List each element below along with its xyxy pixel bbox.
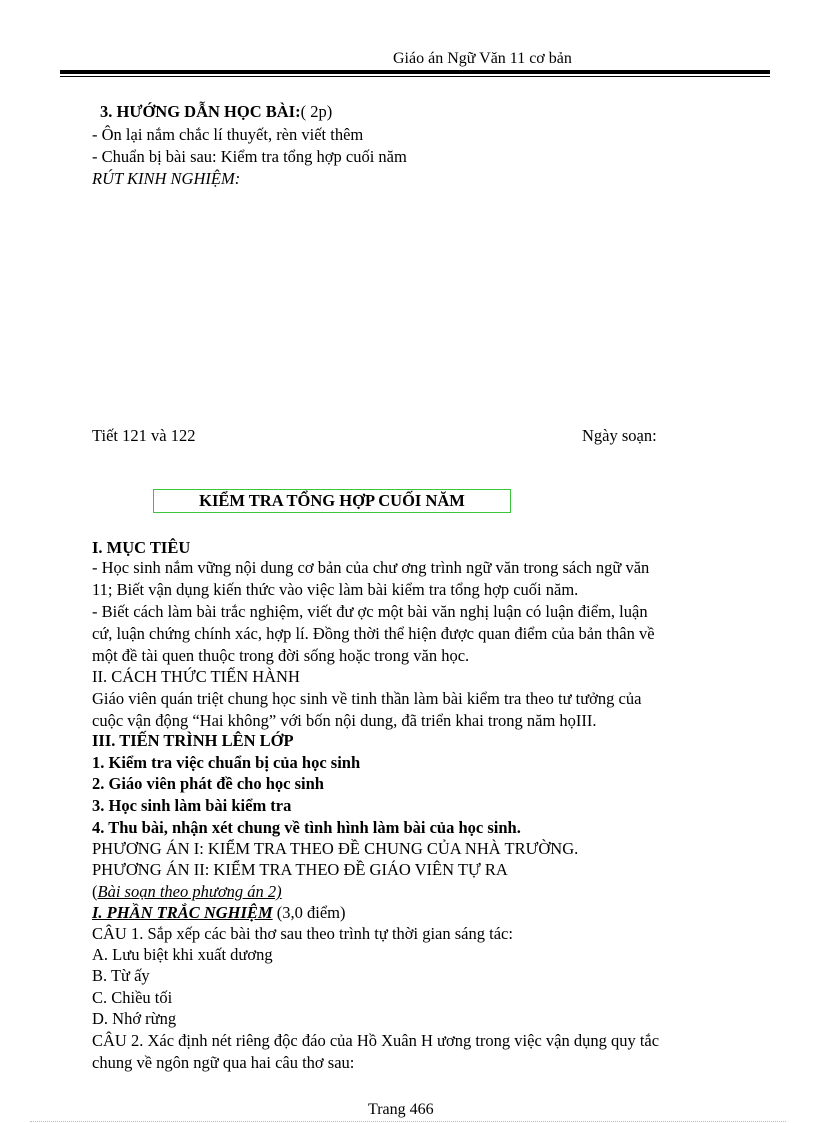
tien-trinh-step-3: 3. Học sinh làm bài kiểm tra xyxy=(92,796,292,815)
phuong-an-2: PHƯƠNG ÁN II: KIỂM TRA THEO ĐỀ GIÁO VIÊN TỰ RA xyxy=(92,860,508,879)
cau-1-question: CÂU 1. Sắp xếp các bài thơ sau theo trình tự thời gian sáng tác: xyxy=(92,924,513,943)
section3-line-2: - Chuẩn bị bài sau: Kiểm tra tổng hợp cuối năm xyxy=(92,147,407,166)
lesson-date-label: Ngày soạn: xyxy=(582,426,657,445)
tien-trinh-step-2: 2. Giáo viên phát đề cho học sinh xyxy=(92,774,324,793)
header-rule-thin xyxy=(60,76,770,77)
muc-tieu-heading: I. MỤC TIÊU xyxy=(92,538,191,557)
cau-1-option-b: B. Từ ấy xyxy=(92,966,150,985)
phuong-an-1: PHƯƠNG ÁN I: KIỂM TRA THEO ĐỀ CHUNG CỦA NHÀ TRƯỜNG. xyxy=(92,839,579,858)
muc-tieu-line-4: cứ, luận chứng chính xác, hợp lí. Đồng thời thể hiện được quan điểm của bản thân về xyxy=(92,624,655,643)
footer-dotted-rule xyxy=(30,1121,786,1122)
cau-1-option-d: D. Nhớ rừng xyxy=(92,1009,177,1028)
header-rule-thick xyxy=(60,70,770,74)
cach-thuc-line-1: Giáo viên quán triệt chung học sinh về tinh thần làm bài kiểm tra theo tư tưởng của xyxy=(92,689,642,708)
tien-trinh-step-1: 1. Kiểm tra việc chuẩn bị của học sinh xyxy=(92,753,361,772)
trac-nghiem-points: (3,0 điểm) xyxy=(272,903,346,922)
lesson-period: Tiết 121 và 122 xyxy=(92,426,196,445)
lesson-title-box: KIỂM TRA TỔNG HỢP CUỐI NĂM xyxy=(153,489,511,513)
cau-2-line-1: CÂU 2. Xác định nét riêng độc đáo của Hồ Xuân H ương trong việc vận dụng quy tắc xyxy=(92,1031,660,1050)
muc-tieu-line-1: - Học sinh nắm vững nội dung cơ bản của chư ơng trình ngữ văn trong sách ngữ văn xyxy=(92,558,650,577)
section3-line-1: - Ôn lại nắm chắc lí thuyết, rèn viết thêm xyxy=(92,125,364,144)
cach-thuc-line-2: cuộc vận động “Hai không” với bốn nội dung, đã triển khai trong năm họIII. xyxy=(92,711,597,730)
muc-tieu-line-5: một đề tài quen thuộc trong đời sống hoặc trong văn học. xyxy=(92,646,470,665)
phuong-an-note xyxy=(92,881,282,902)
section3-heading xyxy=(100,101,332,122)
rut-kinh-nghiem-label: RÚT KINH NGHIỆM: xyxy=(92,169,241,188)
section3-heading-suffix: ( 2p) xyxy=(300,102,333,121)
trac-nghiem-heading xyxy=(92,902,345,923)
document-header-title: Giáo án Ngữ Văn 11 cơ bản xyxy=(393,50,572,67)
cau-1-option-c: C. Chiều tối xyxy=(92,988,173,1007)
page-number: Trang 466 xyxy=(368,1101,434,1118)
phuong-an-note-text: Bài soạn theo phương án 2) xyxy=(97,882,282,901)
cach-thuc-heading: II. CÁCH THỨC TIẾN HÀNH xyxy=(92,667,300,686)
tien-trinh-step-4: 4. Thu bài, nhận xét chung về tình hình làm bài của học sinh. xyxy=(92,818,521,837)
section3-heading-text: 3. HƯỚNG DẪN HỌC BÀI: xyxy=(100,102,301,121)
tien-trinh-heading: III. TIẾN TRÌNH LÊN LỚP xyxy=(92,731,294,750)
phuong-an-note-paren: ( xyxy=(92,882,98,901)
muc-tieu-line-2: 11; Biết vận dụng kiến thức vào việc làm bài kiểm tra tổng hợp cuối năm. xyxy=(92,580,579,599)
cau-1-option-a: A. Lưu biệt khi xuất dương xyxy=(92,945,273,964)
muc-tieu-line-3: - Biết cách làm bài trắc nghiệm, viết đư ợc một bài văn nghị luận có luận điểm, luận xyxy=(92,602,648,621)
cau-2-line-2: chung về ngôn ngữ qua hai câu thơ sau: xyxy=(92,1053,355,1072)
trac-nghiem-heading-text: I. PHẦN TRẮC NGHIỆM xyxy=(92,903,273,922)
